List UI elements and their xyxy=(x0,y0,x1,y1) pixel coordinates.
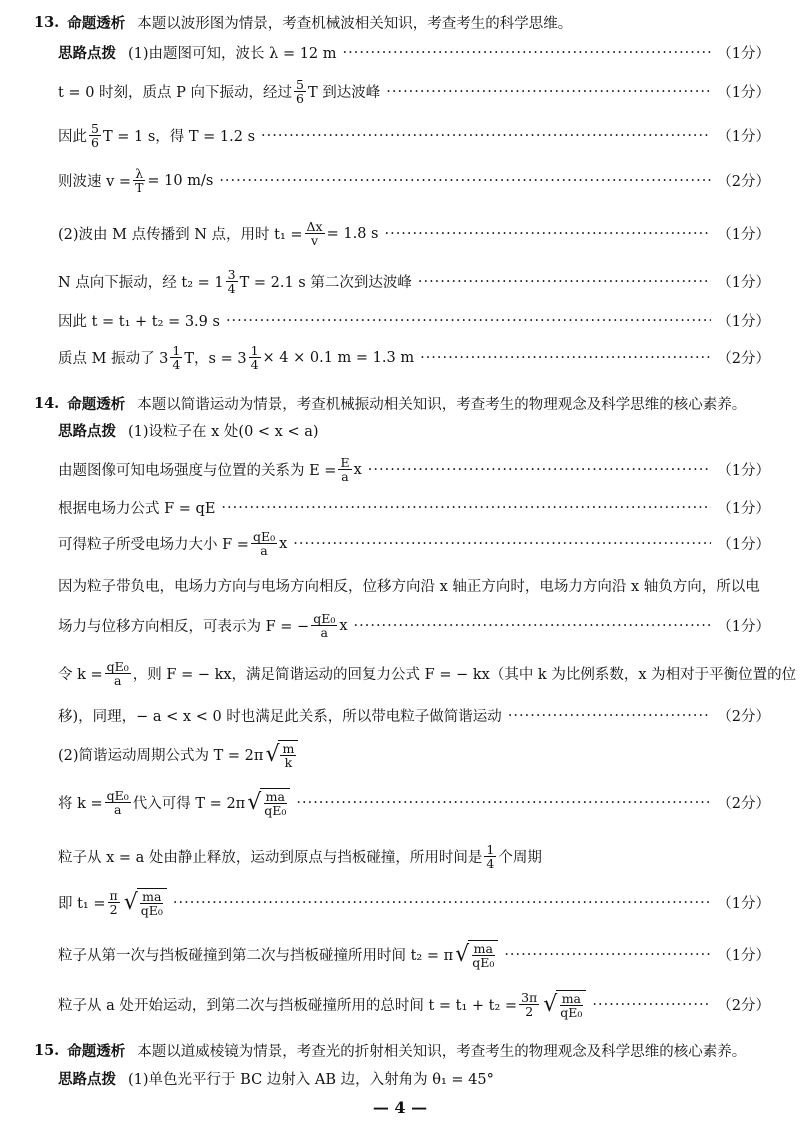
q14-line-13 xyxy=(58,940,770,969)
q13-score-2: （1分） xyxy=(717,85,770,102)
q13-l8c: × 4 × 0.1 m = 1.3 m xyxy=(262,349,415,366)
q13-number: 13. xyxy=(34,14,60,31)
leader-dots xyxy=(293,536,711,552)
q14-line-8 xyxy=(58,705,770,726)
q13-title: 命题透析 xyxy=(67,15,126,32)
q14-line-12 xyxy=(58,888,770,917)
q13-score-5: （1分） xyxy=(717,227,770,244)
q14-l9a: (2)简谐运动周期公式为 T = 2π xyxy=(58,748,264,765)
q13-line-6 xyxy=(58,268,770,295)
q14-l12a: 即 t₁ = xyxy=(58,896,106,913)
q13-header xyxy=(34,12,770,33)
q14-l2b: x xyxy=(353,461,362,478)
leader-dots xyxy=(221,500,711,516)
q14-l2a: 由题图像可知电场强度与位置的关系为 E = xyxy=(58,463,337,480)
q14-score-6: （1分） xyxy=(717,619,770,636)
q14-intro: 本题以简谐运动为情景，考查机械振动相关知识，考查考生的物理观念及科学思维的核心素养。 xyxy=(137,397,747,413)
q13-score-7: （1分） xyxy=(717,314,770,330)
q15-intro: 本题以道威棱镜为情景，考查光的折射相关知识，考查考生的物理观念及科学思维的核心素养。 xyxy=(137,1044,747,1060)
q14-l7a: 令 k = xyxy=(58,667,103,684)
q15-line-1 xyxy=(58,1068,770,1089)
fraction-1-4: $\frac{1}{4}$ xyxy=(250,343,259,373)
q14-line-10 xyxy=(58,788,770,817)
q14-score-2: （1分） xyxy=(717,463,770,480)
q14-line-7 xyxy=(58,659,797,689)
q13-l3a: 因此 xyxy=(58,129,87,146)
q15-number: 15. xyxy=(34,1042,60,1059)
q14-header xyxy=(34,393,770,414)
leader-dots xyxy=(592,997,711,1013)
sqrt-ma-over-qE0: √ $\frac{ma}{\text{qE₀}}$ xyxy=(543,990,586,1019)
q15-title: 命题透析 xyxy=(67,1043,126,1060)
q13-l1-text: (1)由题图可知，波长 λ = 12 m xyxy=(128,46,337,62)
q14-title: 命题透析 xyxy=(67,396,126,413)
q13-l5a: (2)波由 M 点传播到 N 点，用时 t₁ = xyxy=(58,227,303,244)
q14-line-3 xyxy=(58,497,770,518)
q14-l10a: 将 k = xyxy=(58,796,103,813)
q13-l3b: T = 1 s，得 T = 1.2 s xyxy=(102,129,256,146)
q13-l2b: T 到达波峰 xyxy=(307,85,381,102)
fraction-3-4: $\frac{3}{4}$ xyxy=(227,267,236,297)
q14-number: 14. xyxy=(34,395,60,412)
fraction-5-6: $\frac{5}{6}$ xyxy=(296,77,304,107)
fraction-1-4: $\frac{1}{4}$ xyxy=(486,842,495,872)
q13-intro: 本题以波形图为情景，考查机械波相关知识，考查考生的科学思维。 xyxy=(137,16,573,32)
q14-l11a: 粒子从 x = a 处由静止释放，运动到原点与挡板碰撞，所用时间是 xyxy=(58,850,483,867)
q13-score-8: （2分） xyxy=(717,351,770,368)
leader-dots xyxy=(343,45,712,61)
q14-score-3: （1分） xyxy=(717,501,770,517)
leader-dots xyxy=(296,795,711,811)
fraction-qE0-a: $\frac{\text{qE₀}}{a}$ xyxy=(106,659,129,689)
fraction-E-a: $\frac{E}{a}$ xyxy=(340,455,350,485)
sqrt-ma-over-qE0: √ $\frac{ma}{\text{qE₀}}$ xyxy=(247,788,290,817)
q13-line-2 xyxy=(58,78,770,105)
q13-l8b: T，s = 3 xyxy=(184,351,247,368)
q15-tag: 思路点拨 xyxy=(58,1071,116,1088)
q14-l10b: 代入可得 T = 2π xyxy=(132,796,246,813)
leader-dots xyxy=(508,708,711,724)
sqrt-ma-over-qE0: √ $\frac{ma}{\text{qE₀}}$ xyxy=(455,940,498,969)
q14-l7b: ，则 F = − kx，满足简谐运动的回复力公式 F = − kx（其中 k 为比例系数，x 为相对于平衡位置的位 xyxy=(132,667,797,684)
leader-dots xyxy=(504,947,711,963)
q14-l4b: x xyxy=(279,535,288,552)
q13-line-1 xyxy=(58,42,770,63)
q13-line-4 xyxy=(58,167,770,194)
q13-line-7 xyxy=(58,310,770,331)
q13-line-3 xyxy=(58,122,770,149)
fraction-lambda-T: $\frac{\lambda}{T}$ xyxy=(135,166,144,196)
q13-l6b: T = 2.1 s 第二次到达波峰 xyxy=(239,275,412,292)
q14-l5: 因为粒子带负电，电场力方向与电场方向相反，位移方向沿 x 轴正方向时，电场力方向沿 x 轴负方向，所以电 xyxy=(58,579,760,595)
q14-l4a: 可得粒子所受电场力大小 F = xyxy=(58,537,249,554)
q13-score-6: （1分） xyxy=(717,275,770,292)
leader-dots xyxy=(354,618,712,634)
q14-score-14: （2分） xyxy=(717,998,770,1015)
q14-tag: 思路点拨 xyxy=(58,423,116,440)
q13-l7: 因此 t = t₁ + t₂ = 3.9 s xyxy=(58,314,220,330)
q15-header xyxy=(34,1040,770,1061)
leader-dots xyxy=(219,173,711,189)
q13-score-1: （1分） xyxy=(717,46,770,62)
q14-line-4 xyxy=(58,530,770,557)
q14-line-14 xyxy=(58,990,770,1019)
fraction-qE0-a: $\frac{\text{qE₀}}{a}$ xyxy=(313,611,336,641)
fraction-pi-2: $\frac{\pi}{2}$ xyxy=(109,888,118,918)
q13-l2a: t = 0 时刻，质点 P 向下振动，经过 xyxy=(58,85,293,102)
q13-line-5 xyxy=(58,220,770,247)
q14-score-12: （1分） xyxy=(717,896,770,913)
q14-line-11 xyxy=(58,843,770,870)
q14-l8: 移)，同理，− a < x < 0 时也满足此关系，所以带电粒子做简谐运动 xyxy=(58,709,502,725)
q13-l8a: 质点 M 振动了 3 xyxy=(58,351,169,368)
leader-dots xyxy=(226,313,711,329)
page-number: — 4 — xyxy=(372,1098,428,1117)
q13-l4b: = 10 m/s xyxy=(147,172,214,189)
fraction-qE0-a: $\frac{\text{qE₀}}{a}$ xyxy=(252,529,276,559)
q14-l6a: 场力与位移方向相反，可表示为 F = − xyxy=(58,619,310,636)
q14-line-9 xyxy=(58,740,770,769)
fraction-1-4: $\frac{1}{4}$ xyxy=(172,343,181,373)
q15-l1: (1)单色光平行于 BC 边射入 AB 边，入射角为 θ₁ = 45° xyxy=(128,1072,494,1088)
leader-dots xyxy=(368,462,712,478)
fraction-qE0-a: $\frac{\text{qE₀}}{a}$ xyxy=(106,788,129,818)
q14-l11b: 个周期 xyxy=(498,850,542,867)
q14-line-6 xyxy=(58,612,770,639)
fraction-dx-v: $\frac{\Delta x}{v}$ xyxy=(306,219,323,249)
q13-line-8 xyxy=(58,344,770,371)
leader-dots xyxy=(418,274,711,290)
q14-score-8: （2分） xyxy=(717,709,770,725)
leader-dots xyxy=(173,895,711,911)
q14-l6b: x xyxy=(339,617,348,634)
q14-l13a: 粒子从第一次与挡板碰撞到第二次与挡板碰撞所用时间 t₂ = π xyxy=(58,948,454,965)
fraction-3pi-2: $\frac{3\pi}{2}$ xyxy=(521,990,538,1020)
sqrt-m-over-k: √ $\frac{m}{k}$ xyxy=(265,740,298,769)
q14-line-1 xyxy=(58,420,770,441)
leader-dots xyxy=(261,128,711,144)
q14-score-13: （1分） xyxy=(717,948,770,965)
q14-l14a: 粒子从 a 处开始运动，到第二次与挡板碰撞所用的总时间 t = t₁ + t₂ = xyxy=(58,998,518,1015)
q14-line-5 xyxy=(58,575,770,596)
q14-score-10: （2分） xyxy=(717,796,770,813)
sqrt-ma-over-qE0: √ $\frac{ma}{\text{qE₀}}$ xyxy=(124,888,167,917)
q14-score-4: （1分） xyxy=(717,537,770,554)
fraction-5-6: $\frac{5}{6}$ xyxy=(91,121,99,151)
q14-l1: (1)设粒子在 x 处(0 < x < a) xyxy=(128,424,319,440)
q13-score-3: （1分） xyxy=(717,129,770,146)
q13-l6a: N 点向下振动，经 t₂ = 1 xyxy=(58,275,224,292)
q13-l4a: 则波速 v = xyxy=(58,174,132,191)
leader-dots xyxy=(384,226,711,242)
q14-line-2 xyxy=(58,456,770,483)
q13-score-4: （2分） xyxy=(717,174,770,191)
q14-l3: 根据电场力公式 F = qE xyxy=(58,501,216,517)
q13-l5b: = 1.8 s xyxy=(326,225,379,242)
q13-tag: 思路点拨 xyxy=(58,45,116,62)
leader-dots xyxy=(420,350,711,366)
leader-dots xyxy=(386,84,711,100)
